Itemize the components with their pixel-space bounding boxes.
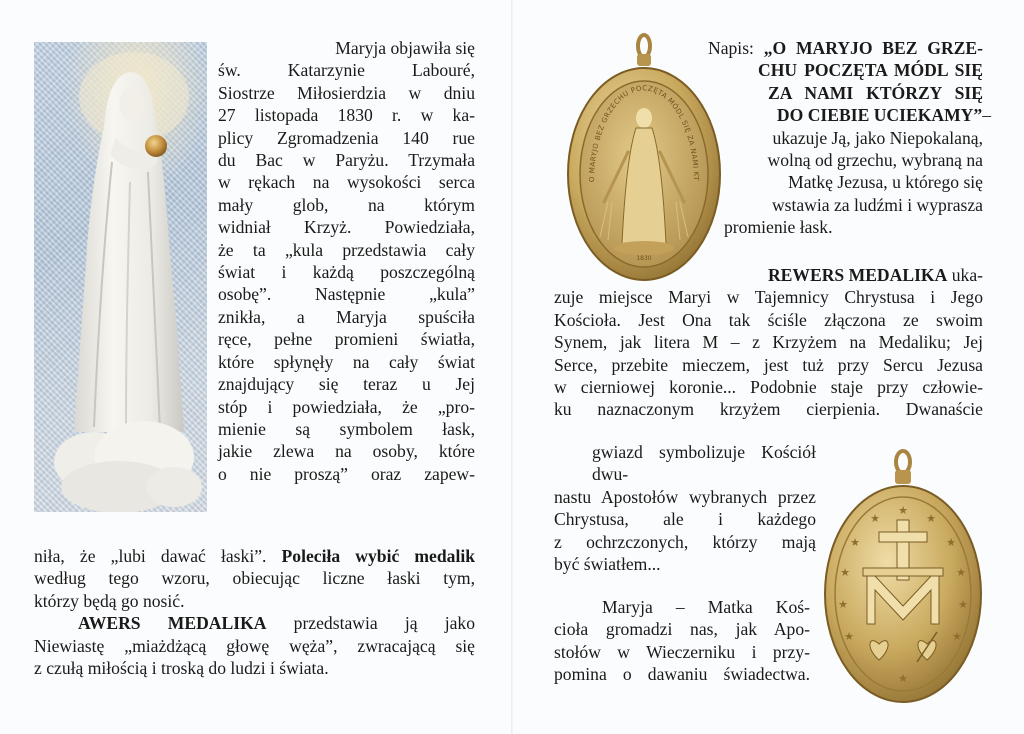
text-line: Serce, przebite mieczem, jest tuż przy Sercu Jezusa [554,354,983,375]
text-line: mały glob, na którym [218,194,475,215]
text-line [554,264,983,286]
section-heading-awers: AWERS MEDALIKA [78,613,267,634]
text-line: Niewiastę „miażdżącą głowę węża”, zwracającą się [34,635,475,656]
medal-back-icon [817,448,985,706]
svg-text:★: ★ [838,598,848,611]
svg-text:★: ★ [926,512,936,525]
text-line: Siostrze Miłosierdzia w dniu [218,82,475,103]
napis-inscription: DO CIEBIE UCIEKAMY” [776,105,983,126]
text-line [708,59,983,81]
statue-photo [34,42,207,512]
text-line [708,104,991,126]
left-column-text [218,37,475,485]
text-line [708,82,983,104]
text-line: że ta „kula przedstawia cały [218,239,475,260]
left-full-width-text [34,545,475,679]
text-line: nastu Apostołów wybranych przez [554,486,816,507]
text-line: osobę”. Następnie „kula” [218,284,475,305]
section-heading-rewers: REWERS MEDALIKA [767,265,948,285]
emphasis-text: Poleciła wybić medalik [281,546,476,566]
text-line: Chrystusa, ale i każdego [554,509,816,530]
text-line: św. Katarzynie Labouré, [218,60,475,81]
svg-text:★: ★ [844,630,854,643]
text-run: przedstawia ją jako [266,613,476,634]
text-line: wolną od grzechu, wybraną na [767,150,983,171]
text-line: znikła, a Maryja spuściła [218,306,475,327]
short-column-text [554,441,816,575]
text-run: uka- [947,265,983,285]
text-line: w rękach na wysokości serca [218,172,475,193]
text-line [34,612,475,634]
text-line: ku naznaczonym krzyżem cierpienia. Dwanaście [554,399,983,420]
text-line: Kościoła. Jest Ona tak ściśle złączona ze swoim [554,309,983,330]
napis-dash: – [982,105,991,126]
svg-text:★: ★ [952,630,962,643]
medal-inscription: O MARYJO BEZ GRZECHU POCZĘTA MÓDL SIĘ ZA NAMI KT [587,84,701,183]
text-line: Synem, jak litera M – z Krzyżem na Medaliku; Jej [554,332,983,353]
svg-text:★: ★ [850,536,860,549]
text-line: według tego wzoru, obiecując liczne łaski tym, [34,568,475,589]
text-line: o nie proszą” oraz zapew- [218,463,475,484]
text-line: Matkę Jezusa, u którego się [788,172,983,193]
text-line: stóp i powiedziała, że „pro- [218,396,475,417]
text-line: być światłem... [554,554,661,575]
text-line: promienie łask. [724,217,833,238]
text-line [708,37,983,59]
text-line: ukazuje Ją, jako Niepokalaną, [772,127,983,148]
medal-date: 1830 [636,255,652,262]
text-line: Maryja objawiła się [335,38,475,58]
napis-inscription: „O MARYJO BEZ GRZE- [763,38,983,58]
text-line: widniał Krzyż. Powiedziała, [218,217,475,238]
text-line: mienie są symbolem łask, [218,418,475,439]
rewers-text [554,264,983,421]
right-page [512,0,1024,734]
text-line: którzy będą go nosić. [34,590,185,611]
text-line: świat i każdą poszczególną [218,262,475,283]
svg-text:★: ★ [870,512,880,525]
svg-text:★: ★ [958,598,968,611]
text-line: z ochrzczonych, którzy mają [554,531,816,552]
svg-text:★: ★ [840,566,850,579]
closing-text [554,596,810,686]
text-line: stołów w Wieczerniku i przy- [554,641,810,662]
svg-text:★: ★ [898,672,908,685]
text-line: z czułą miłością i troską do ludzi i świata. [34,658,329,679]
medal-front-icon [564,32,724,282]
text-line: cioła gromadzi nas, jak Apo- [554,619,810,640]
napis-text [708,37,991,239]
text-line: w cierniowej koronie... Podobnie staje przy człowie- [554,377,983,398]
text-line: plicy Zgromadzenia 140 rue [218,127,475,148]
napis-inscription: CHU POCZĘTA MÓDL SIĘ [758,60,983,81]
text-line: znajdujący się teraz u Jej [218,374,475,395]
text-line: jakie zlewa na osoby, które [218,441,475,462]
napis-label: Napis: [708,38,764,58]
napis-inscription: ZA NAMI KTÓRZY SIĘ [768,82,983,103]
text-line: ręce, pełne promieni światła, [218,329,475,350]
svg-text:★: ★ [946,536,956,549]
text-line: 27 listopada 1830 r. w ka- [218,105,475,126]
text-line: du Bac w Paryżu. Trzymała [218,150,475,171]
text-line: pomina o dawaniu świadectwa. [554,664,810,685]
text-line: Maryja – Matka Koś- [602,597,810,617]
text-run: niła, że „lubi dawać łaski”. [34,546,282,566]
svg-text:★: ★ [956,566,966,579]
text-line [34,545,475,567]
text-line: które spłynęły na cały świat [218,351,475,372]
text-line: zuje miejsce Maryi w Tajemnicy Chrystusa i Jego [554,287,983,308]
svg-text:★: ★ [898,504,908,517]
text-line: gwiazd symbolizuje Kościół dwu- [592,442,816,485]
text-line: wstawia za ludźmi i wyprasza [771,194,983,215]
